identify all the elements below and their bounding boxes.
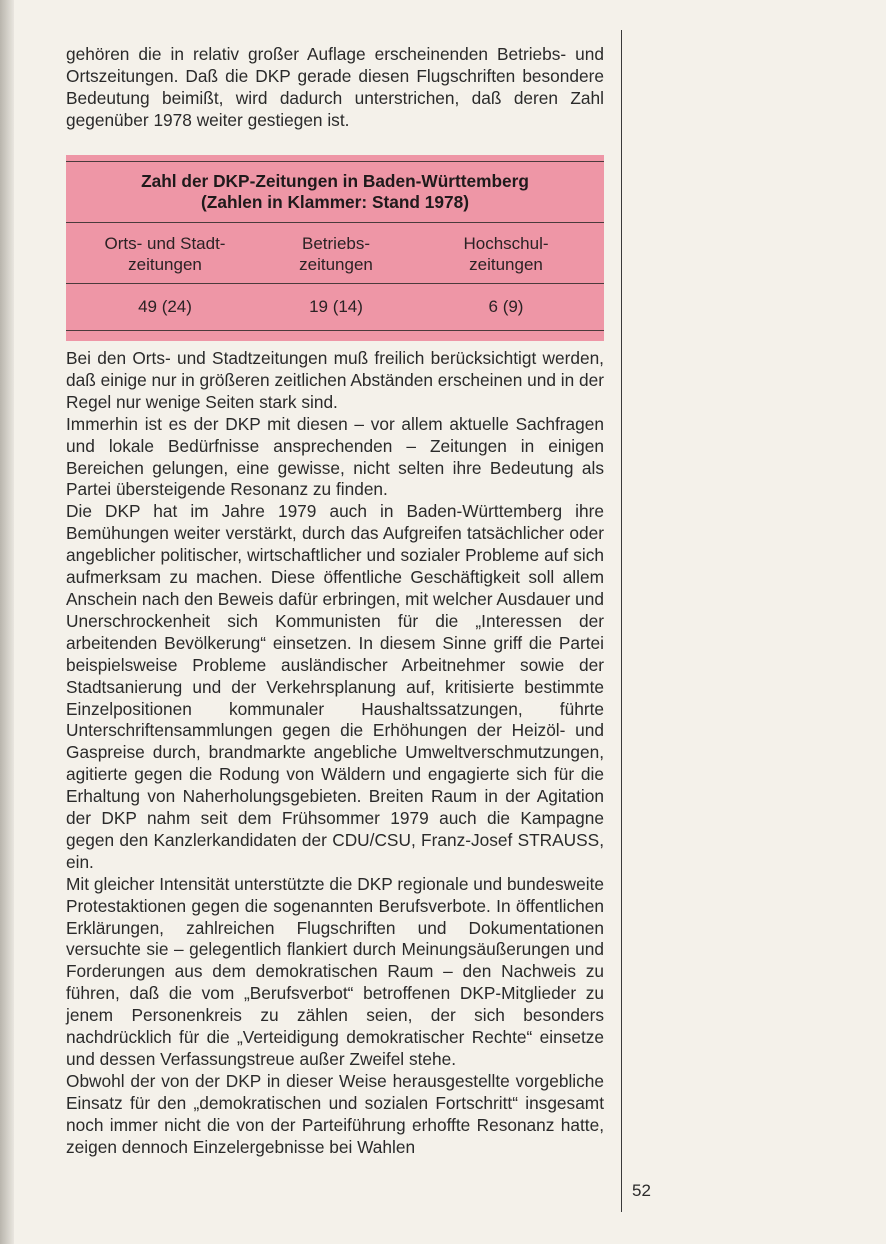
table-title	[66, 171, 604, 213]
table-title-line2: (Zahlen in Klammer: Stand 1978)	[201, 192, 469, 212]
paragraph: Die DKP hat im Jahre 1979 auch in Baden-Württemberg ihre Bemühungen weiter verstärkt, durch das Aufgreifen tatsächlicher oder angeblicher politischer, wirtschaftlicher und sozialer Probleme auf sich aufmerksam zu machen. Diese öffentliche Geschäftigkeit soll allem Anschein nach den Beweis dafür erbringen, mit welcher Ausdauer und Unerschrockenheit sich Kommunisten für die „Interessen der arbeitenden Bevölkerung“ einsetzen. In diesem Sinne griff die Partei beispielsweise Probleme ausländischer Arbeitnehmer sowie der Stadtsanierung und der Verkehrsplanung auf, kritisierte bestimmte Einzelpositionen kommunaler Haushaltssatzungen, führte Unterschriftensammlungen gegen die Erhöhungen der Heizöl- und Gaspreise durch, brandmarkte angebliche Umweltverschmutzungen, agitierte gegen die Rodung von Wäldern und engagierte sich für die Erhaltung von Naherholungsgebieten. Breiten Raum in der Agitation der DKP nahm seit dem Frühsommer 1979 auch die Kampagne gegen den Kanzlerkandidaten der CDU/CSU, Franz-Josef STRAUSS, ein.	[66, 501, 604, 872]
table-value-cell: 49 (24)	[138, 297, 192, 316]
paragraph: Mit gleicher Intensität unterstützte die DKP regionale und bundesweite Protestaktionen gegen die sogenannten Berufsverbote. In öffentlichen Erklärungen, zahlreichen Flugschriften und Dokumentationen versuchte sie – gelegentlich flankiert durch Meinungsäußerungen und Forderungen aus dem demokratischen Raum – den Nachweis zu führen, daß die vom „Berufsverbot“ betroffenen DKP-Mitglieder zu jenem Personenkreis zu zählen seien, der sich besonders nachdrücklich für die „Verteidigung demokratischer Rechte“ einsetze und dessen Verfassungstreue außer Zweifel stehe.	[66, 873, 604, 1069]
table-title-line1: Zahl der DKP-Zeitungen in Baden-Württemberg	[141, 171, 529, 191]
table-bottom-rule	[66, 330, 604, 331]
intro-text: gehören die in relativ großer Auflage erscheinenden Betriebs- und Ortszeitungen. Daß die DKP gerade diesen Flugschriften besondere Bedeutung beimißt, wird dadurch unterstrichen, daß deren Zahl gegenüber 1978 weiter gestiegen ist.	[66, 44, 604, 130]
header-line: Betriebs-	[301, 234, 371, 253]
table-top-rule	[66, 161, 604, 162]
table-values-rule	[66, 283, 604, 284]
table-value-cell: 19 (14)	[309, 297, 363, 316]
margin-rule	[621, 30, 622, 1212]
body-text	[66, 348, 604, 1159]
binding-shadow	[0, 0, 14, 1244]
header-line: Hochschul-	[463, 234, 549, 253]
paragraph: Immerhin ist es der DKP mit diesen – vor allem aktuelle Sachfragen und lokale Bedürfnisse ansprechenden – Zeitungen in einigen Bereichen gelungen, eine gewisse, nicht selten ihre Bedeutung als Partei übersteigende Resonanz zu finden.	[66, 413, 604, 500]
table-header-cell	[431, 233, 581, 275]
paragraph: Obwohl der von der DKP in dieser Weise herausgestellte vorgebliche Einsatz für den „demokratischen und sozialen Fortschritt“ insgesamt noch immer nicht die von der Parteiführung erhoffte Resonanz hatte, zeigen dennoch Einzelergebnisse bei Wahlen	[66, 1070, 604, 1157]
header-line: zeitungen	[128, 255, 202, 274]
header-line: zeitungen	[469, 255, 543, 274]
table-header-cell	[90, 233, 240, 275]
intro-paragraph	[66, 44, 604, 132]
header-line: zeitungen	[299, 255, 373, 274]
paragraph: Bei den Orts- und Stadtzeitungen muß freilich berücksichtigt werden, daß einige nur in größeren zeitlichen Abständen erscheinen und in der Regel nur wenige Seiten stark sind.	[66, 348, 604, 412]
page-number: 52	[632, 1181, 651, 1200]
table-header-cell	[261, 233, 411, 275]
newspaper-count-table	[66, 155, 604, 341]
table-header-rule	[66, 222, 604, 223]
table-value-cell: 6 (9)	[488, 297, 524, 316]
header-line: Orts- und Stadt-	[104, 234, 226, 253]
